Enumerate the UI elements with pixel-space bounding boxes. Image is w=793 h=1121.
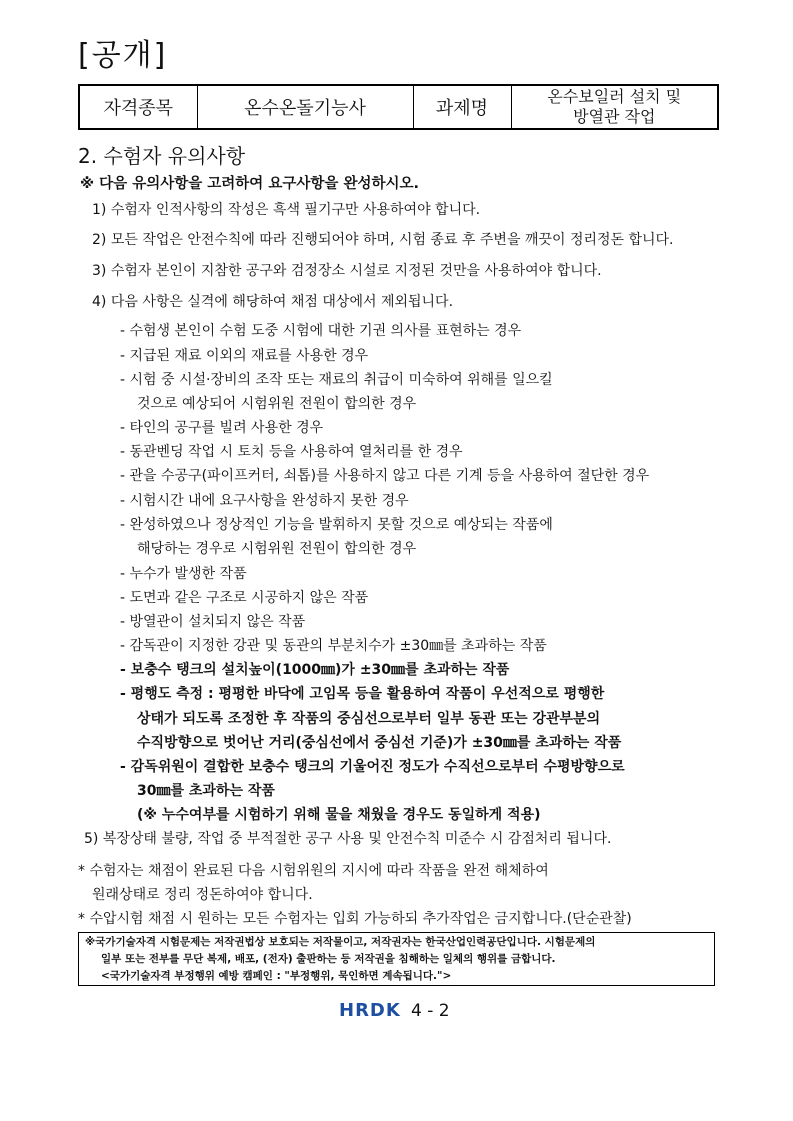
note-item: * 수압시험 채점 시 원하는 모든 수험자는 입회 가능하되 추가작업은 금지합니다.(단순관찰): [78, 911, 632, 927]
campaign-notice-line: <국가기술자격 부정행위 예방 캠페인 : "부정행위, 묵인하면 계속됩니다.">: [101, 970, 452, 982]
leak-test-note: (※ 누수여부를 시험하기 위해 물을 채웠을 경우도 동일하게 적용): [137, 807, 541, 823]
disqualification-item: - 지급된 재료 이외의 재료를 사용한 경우: [120, 348, 369, 364]
disqualification-item-bold-continued: 수직방향으로 벗어난 거리(중심선에서 중심선 기준)가 ±30㎜를 초과하는 작품: [137, 735, 622, 751]
copyright-notice-line: 일부 또는 전부를 무단 복제, 배포, (전자) 출판하는 등 저작권을 침해하는 일체의 행위를 금합니다.: [101, 953, 556, 965]
exam-header-table: [78, 84, 719, 130]
disqualification-item: - 타인의 공구를 빌려 사용한 경우: [120, 420, 324, 436]
copyright-notice-box: [78, 932, 715, 986]
disqualification-item-continued: 것으로 예상되어 시험위원 전원이 합의한 경우: [137, 396, 417, 412]
instruction-item-5: 5) 복장상태 불량, 작업 중 부적절한 공구 사용 및 안전수칙 미준수 시 감점처리 됩니다.: [84, 831, 612, 847]
disqualification-item-bold: - 감독위원이 결합한 보충수 탱크의 기울어진 정도가 수직선으로부터 수평방향으로: [120, 759, 625, 775]
hrdk-logo: HRDK: [339, 1000, 401, 1021]
disqualification-item: - 수험생 본인이 수험 도중 시험에 대한 기권 의사를 표현하는 경우: [120, 323, 522, 339]
disqualification-item: - 누수가 발생한 작품: [120, 566, 247, 582]
task-value-line1: 온수보일러 설치 및: [547, 87, 682, 106]
disqualification-item: - 관을 수공구(파이프커터, 쇠톱)를 사용하지 않고 다른 기계 등을 사용하여 절단한 경우: [120, 468, 650, 484]
instruction-item-4: 4) 다음 사항은 실격에 해당하여 채점 대상에서 제외됩니다.: [92, 294, 454, 310]
disqualification-item: - 방열관이 설치되지 않은 작품: [120, 614, 306, 630]
qualification-value: 온수온돌기능사: [197, 85, 413, 129]
instruction-item-1: 1) 수험자 인적사항의 작성은 흑색 필기구만 사용하여야 합니다.: [92, 202, 481, 218]
qualification-label: 자격종목: [79, 85, 197, 129]
instruction-item-3: 3) 수험자 본인이 지참한 공구와 검정장소 시설로 지정된 것만을 사용하여야 합니다.: [92, 263, 602, 279]
document-visibility-label: [공개]: [78, 38, 168, 73]
task-value: [511, 85, 718, 129]
copyright-notice-line: ※국가기술자격 시험문제는 저작권법상 보호되는 저작물이고, 저작권자는 한국산업인력공단입니다. 시험문제의: [85, 936, 596, 948]
task-value-line2: 방열관 작업: [573, 107, 656, 126]
task-label: 과제명: [413, 85, 511, 129]
note-item: * 수험자는 채점이 완료된 다음 시험위원의 지시에 따라 작품을 완전 해체하여: [78, 863, 549, 879]
disqualification-item-bold: - 보충수 탱크의 설치높이(1000㎜)가 ±30㎜를 초과하는 작품: [120, 662, 510, 678]
note-item-continued: 원래상태로 정리 정돈하여야 합니다.: [92, 887, 313, 903]
section-title: 2. 수험자 유의사항: [78, 144, 246, 168]
lead-instruction: ※ 다음 유의사항을 고려하여 요구사항을 완성하시오.: [80, 176, 419, 192]
disqualification-item-continued: 해당하는 경우로 시험위원 전원이 합의한 경우: [137, 541, 417, 557]
disqualification-item: - 완성하였으나 정상적인 기능을 발휘하지 못할 것으로 예상되는 작품에: [120, 517, 553, 533]
disqualification-item: - 감독관이 지정한 강관 및 동관의 부분치수가 ±30㎜를 초과하는 작품: [120, 638, 547, 654]
disqualification-item-bold-continued: 상태가 되도록 조정한 후 작품의 중심선으로부터 일부 동관 또는 강관부분의: [137, 711, 601, 727]
disqualification-item-bold-continued: 30㎜를 초과하는 작품: [137, 783, 275, 799]
disqualification-item: - 동관벤딩 작업 시 토치 등을 사용하여 열처리를 한 경우: [120, 444, 463, 460]
disqualification-item: - 시험 중 시설·장비의 조작 또는 재료의 취급이 미숙하여 위해를 일으킬: [120, 372, 553, 388]
disqualification-item: - 시험시간 내에 요구사항을 완성하지 못한 경우: [120, 493, 409, 509]
disqualification-item-bold: - 평행도 측정 : 평평한 바닥에 고임목 등을 활용하여 작품이 우선적으로 평행한: [120, 686, 605, 702]
disqualification-item: - 도면과 같은 구조로 시공하지 않은 작품: [120, 590, 369, 606]
instruction-item-2: 2) 모든 작업은 안전수칙에 따라 진행되어야 하며, 시험 종료 후 주변을 깨끗이 정리정돈 합니다.: [92, 232, 674, 248]
page-number: 4 - 2: [411, 1001, 450, 1021]
